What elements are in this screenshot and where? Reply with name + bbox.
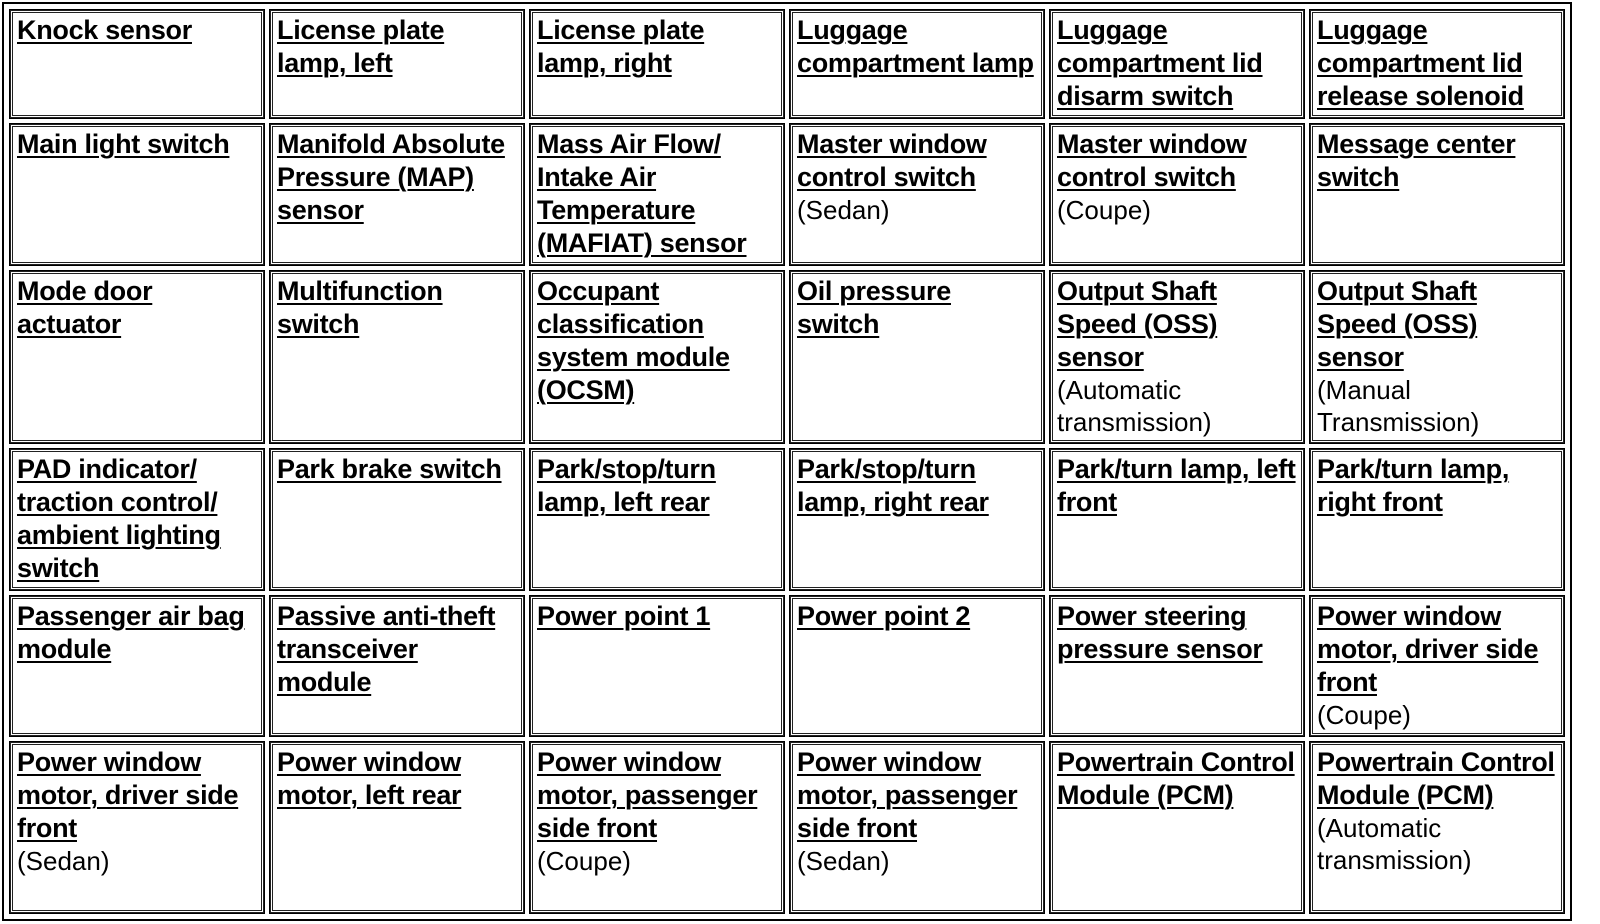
table-cell (530, 449, 784, 590)
component-link[interactable]: Luggage compartment lid disarm switch (1057, 15, 1263, 111)
table-cell (10, 449, 264, 590)
component-link[interactable]: Master window control switch (1057, 129, 1247, 192)
component-link[interactable]: Multifunction switch (277, 276, 443, 339)
table-cell (1050, 742, 1304, 913)
component-link[interactable]: Passenger air bag module (17, 601, 245, 664)
component-link[interactable]: Power point 2 (797, 601, 971, 631)
table-cell (10, 742, 264, 913)
component-link[interactable]: Passive anti-theft transceiver module (277, 601, 496, 697)
component-note: (Coupe) (1317, 700, 1411, 730)
table-cell (270, 596, 524, 736)
component-note: (Coupe) (1057, 195, 1151, 225)
table-cell (10, 10, 264, 118)
table-cell (1310, 449, 1564, 590)
component-link[interactable]: Luggage compartment lid release solenoid (1317, 15, 1524, 111)
table-cell (270, 449, 524, 590)
component-link[interactable]: Power window motor, passenger side front (797, 747, 1018, 843)
component-link[interactable]: Oil pressure switch (797, 276, 951, 339)
table-cell (1050, 596, 1304, 736)
table-cell (530, 596, 784, 736)
component-note: (Sedan) (797, 195, 890, 225)
component-index-grid (4, 4, 1596, 919)
table-row (10, 742, 1564, 913)
component-link[interactable]: Park/turn lamp, left front (1057, 454, 1296, 517)
table-cell (790, 271, 1044, 443)
component-link[interactable]: Output Shaft Speed (OSS) sensor (1317, 276, 1478, 372)
component-link[interactable]: PAD indicator/ traction control/ ambient lighting switch (17, 454, 221, 583)
component-link[interactable]: Park/turn lamp, right front (1317, 454, 1510, 517)
component-note: (Sedan) (17, 846, 110, 876)
table-cell (1310, 124, 1564, 265)
table-cell (270, 271, 524, 443)
component-link[interactable]: License plate lamp, right (537, 15, 705, 78)
table-cell (10, 596, 264, 736)
component-link[interactable]: Master window control switch (797, 129, 987, 192)
component-note: (Coupe) (537, 846, 631, 876)
component-link[interactable]: Main light switch (17, 129, 230, 159)
table-row (10, 124, 1564, 265)
component-link[interactable]: Power window motor, passenger side front (537, 747, 758, 843)
table-cell (530, 124, 784, 265)
component-link[interactable]: Powertrain Control Module (PCM) (1317, 747, 1555, 810)
component-link[interactable]: Power window motor, left rear (277, 747, 462, 810)
table-cell (1050, 124, 1304, 265)
component-link[interactable]: Mode door actuator (17, 276, 153, 339)
component-link[interactable]: Park/stop/turn lamp, left rear (537, 454, 716, 517)
table-cell (530, 742, 784, 913)
component-link[interactable]: Power steering pressure sensor (1057, 601, 1263, 664)
component-link[interactable]: Park/stop/turn lamp, right rear (797, 454, 989, 517)
component-link[interactable]: Knock sensor (17, 15, 192, 45)
component-note: (Automatic transmission) (1057, 375, 1212, 437)
component-link[interactable]: Luggage compartment lamp (797, 15, 1034, 78)
component-link[interactable]: Power window motor, driver side front (1317, 601, 1539, 697)
component-link[interactable]: License plate lamp, left (277, 15, 445, 78)
component-link[interactable]: Output Shaft Speed (OSS) sensor (1057, 276, 1218, 372)
component-link[interactable]: Message center switch (1317, 129, 1516, 192)
table-cell (790, 449, 1044, 590)
table-cell (790, 10, 1044, 118)
table-row (10, 271, 1564, 443)
table-cell (1310, 742, 1564, 913)
component-note: (Sedan) (797, 846, 890, 876)
table-cell (270, 124, 524, 265)
component-note: (Manual Transmission) (1317, 375, 1480, 437)
table-row (10, 449, 1564, 590)
table-cell (1050, 271, 1304, 443)
table-cell (790, 124, 1044, 265)
table-cell (270, 10, 524, 118)
table-cell (530, 271, 784, 443)
table-cell (10, 124, 264, 265)
component-link[interactable]: Power window motor, driver side front (17, 747, 239, 843)
table-cell (1310, 10, 1564, 118)
table-cell (1050, 449, 1304, 590)
component-link[interactable]: Occupant classification system module (OCSM) (537, 276, 730, 405)
table-row (10, 10, 1564, 118)
table-cell (10, 271, 264, 443)
table-cell (1310, 271, 1564, 443)
table-cell (530, 10, 784, 118)
component-link[interactable]: Park brake switch (277, 454, 502, 484)
component-table (4, 4, 1570, 919)
component-link[interactable]: Powertrain Control Module (PCM) (1057, 747, 1295, 810)
table-cell (790, 742, 1044, 913)
table-cell (1050, 10, 1304, 118)
component-link[interactable]: Manifold Absolute Pressure (MAP) sensor (277, 129, 505, 225)
component-link[interactable]: Mass Air Flow/ Intake Air Temperature (MAFIAT) sensor (537, 129, 747, 258)
table-cell (270, 742, 524, 913)
component-link[interactable]: Power point 1 (537, 601, 711, 631)
table-cell (1310, 596, 1564, 736)
table-cell (790, 596, 1044, 736)
component-note: (Automatic transmission) (1317, 813, 1472, 875)
table-row (10, 596, 1564, 736)
